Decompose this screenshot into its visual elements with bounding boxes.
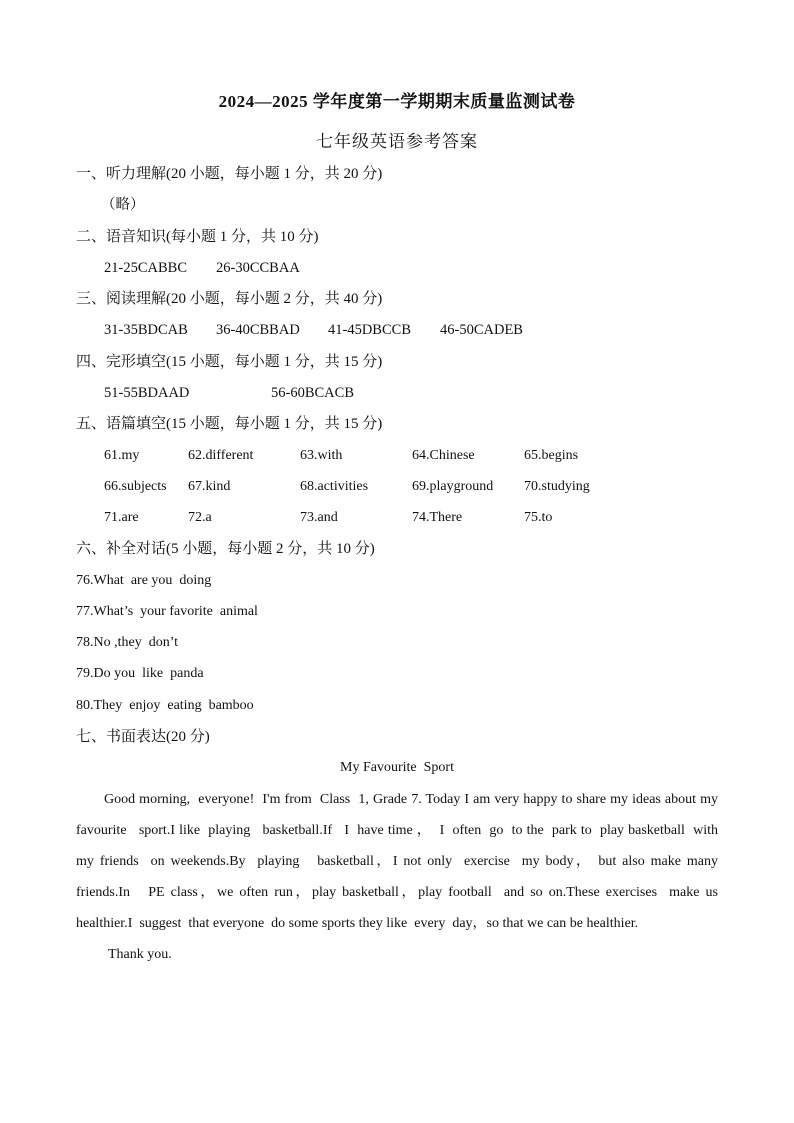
cloze-answer: 69.playground [412,479,494,494]
section-7-heading: 七、书面表达(20 分) [76,729,210,745]
section-2-heading: 二、语音知识(每小题 1 分，共 10 分) [76,229,319,245]
section-3-answer: 46-50CADEB [440,322,523,338]
section-4-heading: 四、完形填空(15 小题，每小题 1 分，共 15 分) [76,354,383,370]
cloze-answer: 73.and [300,510,338,525]
cloze-answer: 66.subjects [104,479,167,494]
page-title: 2024—2025 学年度第一学期期末质量监测试卷 [218,92,576,111]
dialogue-answer: 78.No ,they don’t [76,635,179,650]
section-6-heading: 六、补全对话(5 小题，每小题 2 分，共 10 分) [76,541,375,557]
section-5-heading: 五、语篇填空(15 小题，每小题 1 分，共 15 分) [76,416,383,432]
dialogue-answer: 80.They enjoy eating bamboo [76,698,254,713]
essay-title: My Favourite Sport [340,760,454,775]
essay [76,784,725,970]
cloze-answer: 68.activities [300,479,369,494]
section-3-heading: 三、阅读理解(20 小题，每小题 2 分，共 40 分) [76,291,383,307]
cloze-answer: 74.There [412,510,463,525]
section-1-note: （略） [101,197,145,213]
cloze-answer: 72.a [188,510,212,525]
dialogue-answer: 77.What’s your favorite animal [76,604,258,619]
cloze-answer: 64.Chinese [412,448,475,463]
dialogue-answer: 76.What are you doing [76,573,212,588]
section-1-heading: 一、听力理解(20 小题，每小题 1 分，共 20 分) [76,166,383,182]
section-3-answer: 41-45DBCCB [328,322,411,338]
cloze-answer: 63.with [300,448,343,463]
essay-body: Good morning, everyone! I'm from Class 1, Grade 7. Today I am very happy to share my ideas about my favourite sport.I like playing basketball.If I have time ， I often go to the park to play basketball with my friends on weekends.By playing basketball，I not only exercise my body， but also make many friends.In PE class，we often run，play basketball，play football and so on.These exercises make us healthier.I suggest that everyone do some sports they like every day，so that we can be healthier. [76,792,725,931]
section-2-answer: 26-30CCBAA [216,260,300,276]
section-3-answer: 31-35BDCAB [104,322,188,338]
cloze-answer: 75.to [524,510,553,525]
section-3-answer: 36-40CBBAD [216,322,300,338]
section-4-answer: 51-55BDAAD [104,385,190,401]
cloze-answer: 67.kind [188,479,231,494]
section-4-answer: 56-60BCACB [271,385,354,401]
page-subtitle: 七年级英语参考答案 [316,132,478,151]
cloze-answer: 71.are [104,510,139,525]
dialogue-answer: 79.Do you like panda [76,666,204,681]
essay-closing: Thank you. [108,947,172,962]
cloze-answer: 65.begins [524,448,579,463]
cloze-answer: 62.different [188,448,254,463]
cloze-answer: 61.my [104,448,140,463]
section-2-answer: 21-25CABBC [104,260,187,276]
cloze-answer: 70.studying [524,479,590,494]
